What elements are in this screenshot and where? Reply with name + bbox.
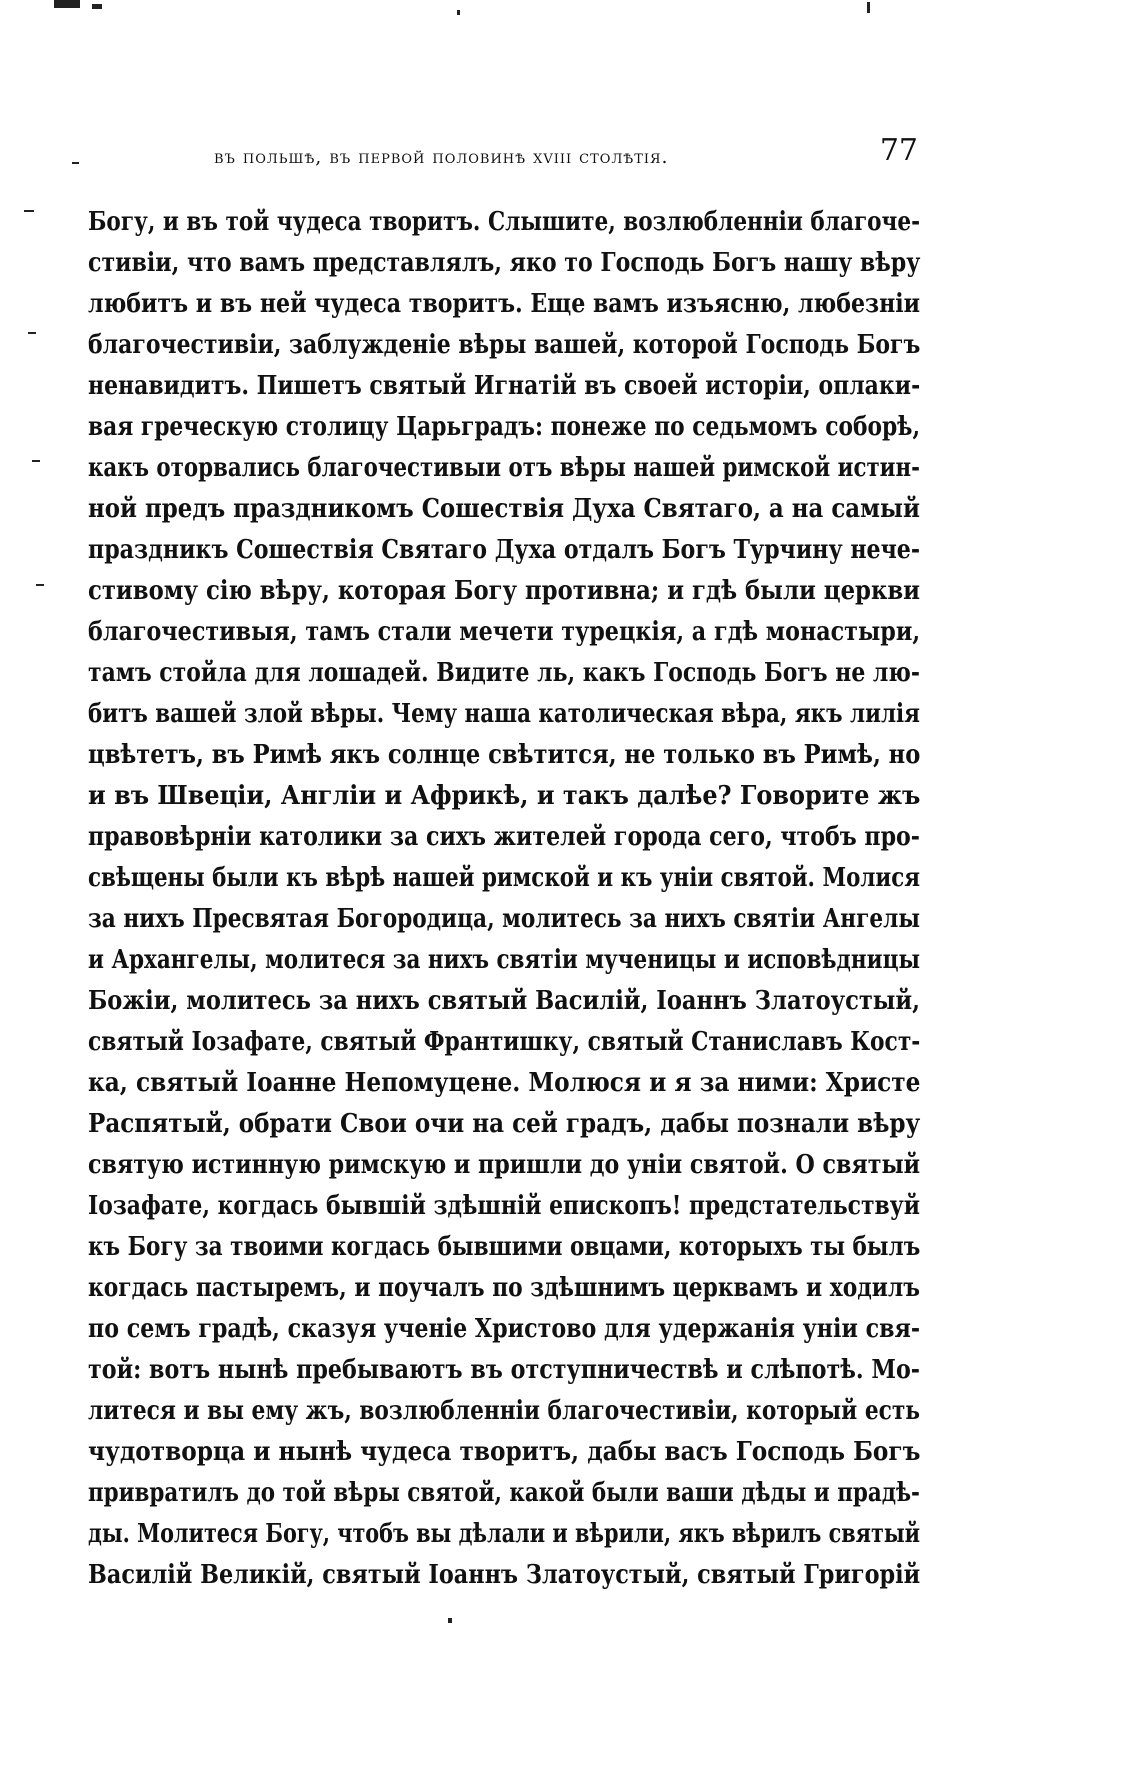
text-line: ка, святый Іоанне Непомуцене. Молюся и я за ними: Христе: [88, 1068, 921, 1098]
text-line: цвѣтетъ, въ Римѣ якъ солнце свѣтится, не только въ Римѣ, но: [88, 740, 921, 770]
scan-speck: [867, 2, 870, 13]
text-line: вая греческую столицу Царьградъ: понеже по седьмомъ соборѣ,: [88, 412, 921, 442]
text-line: стивіи, что вамъ представлялъ, яко то Господь Богъ нашу вѣру: [88, 248, 921, 278]
scan-speck: [36, 584, 44, 586]
scan-speck: [72, 162, 79, 164]
text-line: ды. Молитеся Богу, чтобъ вы дѣлали и вѣрили, якъ вѣрилъ святый: [88, 1519, 921, 1549]
scan-speck: [54, 0, 80, 8]
text-line: какъ оторвались благочестивыи отъ вѣры нашей римской истин-: [88, 453, 920, 483]
text-line: Василій Великій, святый Іоаннъ Златоустый, святый Григорій: [88, 1560, 921, 1590]
text-line: литеся и вы ему жъ, возлюбленніи благочестивіи, который есть: [88, 1396, 921, 1426]
scan-speck: [24, 210, 34, 212]
text-line: битъ вашей злой вѣры. Чему наша католическая вѣра, якъ лилія: [88, 699, 920, 729]
scan-speck: [92, 4, 102, 9]
text-line: Божіи, молитесь за нихъ святый Василій, Іоаннъ Златоустый,: [88, 986, 921, 1016]
text-line: правовѣрніи католики за сихъ жителей города сего, чтобъ про-: [88, 822, 920, 852]
text-line: когдась пастыремъ, и поучалъ по здѣшнимъ церквамъ и ходилъ: [88, 1273, 920, 1303]
scan-speck: [457, 10, 460, 15]
text-line: и въ Швеціи, Англіи и Африкѣ, и такъ далѣе? Говорите жъ: [88, 781, 921, 811]
text-line: любитъ и въ ней чудеса творитъ. Еще вамъ изъясню, любезніи: [88, 289, 921, 319]
page-number: 77: [879, 133, 918, 168]
text-line: благочестивыя, тамъ стали мечети турецкія, а гдѣ монастыри,: [88, 617, 921, 647]
text-line: за нихъ Пресвятая Богородица, молитесь за нихъ святіи Ангелы: [88, 904, 921, 934]
scan-speck: [32, 460, 40, 462]
text-line: святый Іозафате, святый Франтишку, святый Станиславъ Кост-: [88, 1027, 921, 1057]
text-line: ненавидитъ. Пишетъ святый Игнатій въ своей исторіи, оплаки-: [88, 371, 921, 401]
text-line: привратилъ до той вѣры святой, какой были ваши дѣды и прадѣ-: [88, 1478, 920, 1508]
text-line: благочестивіи, заблужденіе вѣры вашей, которой Господь Богъ: [88, 330, 921, 360]
text-line: ной предъ праздникомъ Сошествія Духа Святаго, а на самый: [88, 494, 920, 524]
scan-speck: [28, 332, 36, 334]
page-header: [214, 133, 918, 176]
text-line: свѣщены были къ вѣрѣ нашей римской и къ уніи святой. Молися: [88, 863, 921, 893]
text-line: Іозафате, когдась бывшій здѣшній епископъ! предстательствуй: [88, 1191, 920, 1221]
text-line: и Архангелы, молитеся за нихъ святіи мученицы и исповѣдницы: [88, 945, 921, 975]
scan-speck: [448, 1618, 452, 1623]
text-line: къ Богу за твоими когдась бывшими овцами, которыхъ ты былъ: [88, 1232, 921, 1262]
text-line: той: вотъ нынѣ пребываютъ въ отступничествѣ и слѣпотѣ. Мо-: [88, 1355, 921, 1385]
text-line: Богу, и въ той чудеса творитъ. Слышите, возлюбленніи благоче-: [88, 207, 921, 237]
running-head: въ польшѣ, въ первой половинѣ xviii столѣтія.: [214, 146, 669, 168]
body-text: [88, 202, 920, 1596]
text-line: праздникъ Сошествія Святаго Духа отдалъ Богъ Турчину нече-: [88, 535, 921, 565]
text-line: по семъ градѣ, сказуя ученіе Христово для удержанія уніи свя-: [88, 1314, 921, 1344]
text-line: святую истинную римскую и пришли до уніи святой. О святый: [88, 1150, 921, 1180]
text-line: стивому сію вѣру, которая Богу противна; и гдѣ были церкви: [88, 576, 921, 606]
text-line: тамъ стойла для лошадей. Видите ль, какъ Господь Богъ не лю-: [88, 658, 920, 688]
text-line: чудотворца и нынѣ чудеса творитъ, дабы васъ Господь Богъ: [88, 1437, 921, 1467]
text-line: Распятый, обрати Свои очи на сей градъ, дабы познали вѣру: [88, 1109, 921, 1139]
